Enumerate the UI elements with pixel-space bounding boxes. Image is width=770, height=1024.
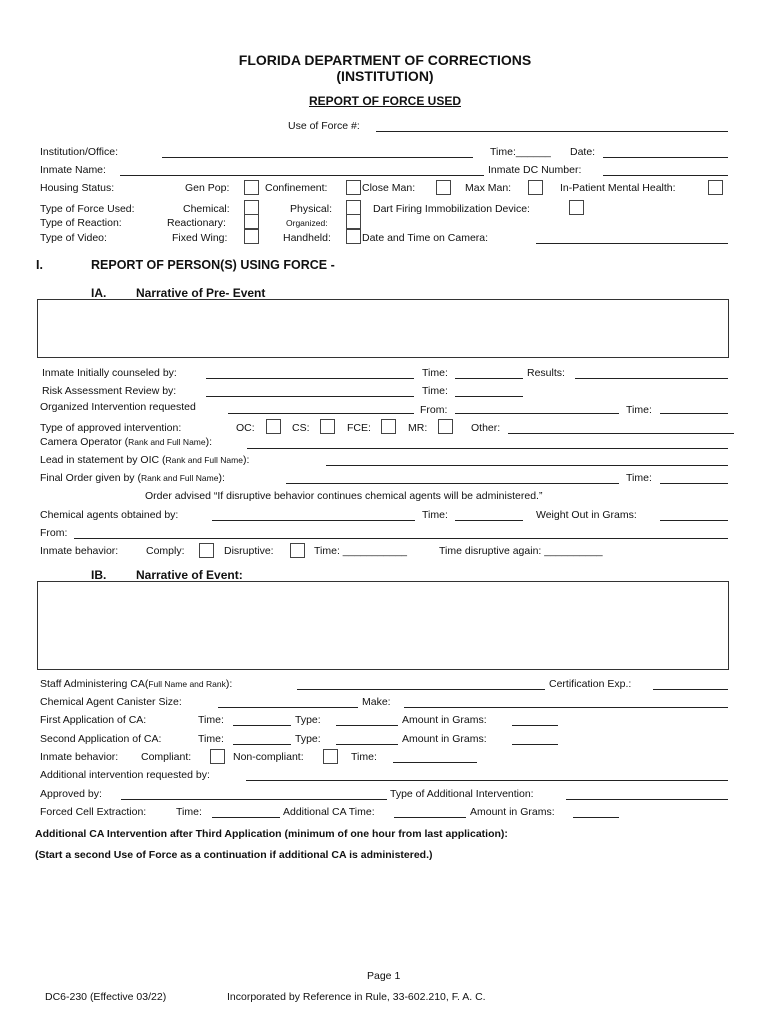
form-title: FLORIDA DEPARTMENT OF CORRECTIONS bbox=[238, 52, 532, 68]
make-field[interactable] bbox=[404, 707, 728, 708]
camera-operator-label: Camera Operator (Rank and Full Name): bbox=[40, 436, 213, 448]
from2-label: From: bbox=[40, 527, 68, 539]
inmate-dc-label: Inmate DC Number: bbox=[488, 164, 582, 176]
physical-label: Physical: bbox=[290, 203, 333, 215]
non-compliant-checkbox[interactable] bbox=[323, 749, 338, 764]
first-app-amount-field[interactable] bbox=[512, 725, 558, 726]
organized-time-field[interactable] bbox=[660, 413, 728, 414]
additional-intervention-label: Additional intervention requested by: bbox=[40, 769, 210, 781]
section-ib-title: Narrative of Event: bbox=[136, 568, 243, 582]
date-time-camera-label: Date and Time on Camera: bbox=[362, 232, 489, 244]
first-app-type-field[interactable] bbox=[336, 725, 398, 726]
chem-obtained-time-field[interactable] bbox=[455, 520, 523, 521]
institution-field[interactable] bbox=[162, 157, 473, 158]
second-app-type-field[interactable] bbox=[336, 744, 398, 745]
weight-out-field[interactable] bbox=[660, 520, 728, 521]
staff-ca-field[interactable] bbox=[297, 689, 545, 690]
max-man-label: Max Man: bbox=[465, 182, 512, 194]
additional-intervention-field[interactable] bbox=[246, 780, 728, 781]
form-number: DC6-230 (Effective 03/22) bbox=[45, 991, 167, 1003]
type-additional-label: Type of Additional Intervention: bbox=[390, 788, 534, 800]
cs-checkbox[interactable] bbox=[320, 419, 335, 434]
chemical-label: Chemical: bbox=[183, 203, 230, 215]
gen-pop-label: Gen Pop: bbox=[185, 182, 230, 194]
risk-time-field[interactable] bbox=[455, 396, 523, 397]
time-label: Time:______ bbox=[490, 146, 551, 158]
handheld-checkbox[interactable] bbox=[346, 229, 361, 244]
mr-checkbox[interactable] bbox=[438, 419, 453, 434]
second-app-amount-field[interactable] bbox=[512, 744, 558, 745]
comply-checkbox[interactable] bbox=[199, 543, 214, 558]
fixed-wing-checkbox[interactable] bbox=[244, 229, 259, 244]
type-reaction-label: Type of Reaction: bbox=[40, 217, 122, 229]
use-of-force-label: Use of Force #: bbox=[288, 120, 360, 132]
final-order-label: Final Order given by (Rank and Full Name): bbox=[40, 472, 225, 484]
first-app-label: First Application of CA: bbox=[40, 714, 147, 726]
first-app-amount-label: Amount in Grams: bbox=[402, 714, 487, 726]
comply-label: Comply: bbox=[146, 545, 185, 557]
inmate-behavior-label: Inmate behavior: bbox=[40, 545, 119, 557]
risk-time-label: Time: bbox=[422, 385, 448, 397]
compliant-checkbox[interactable] bbox=[210, 749, 225, 764]
type-approved-label: Type of approved intervention: bbox=[40, 422, 182, 434]
chem-obtained-field[interactable] bbox=[212, 520, 415, 521]
event-behavior-label: Inmate behavior: bbox=[40, 751, 119, 763]
dart-label: Dart Firing Immobilization Device: bbox=[373, 203, 530, 215]
report-title: REPORT OF FORCE USED bbox=[308, 94, 461, 108]
fixed-wing-label: Fixed Wing: bbox=[172, 232, 228, 244]
counseled-label: Inmate Initially counseled by: bbox=[42, 367, 177, 379]
in-patient-checkbox[interactable] bbox=[708, 180, 723, 195]
section-ia-number: IA. bbox=[91, 286, 107, 300]
organized-checkbox[interactable] bbox=[346, 214, 361, 229]
close-man-label: Close Man: bbox=[362, 182, 416, 194]
approved-label: Approved by: bbox=[40, 788, 102, 800]
max-man-checkbox[interactable] bbox=[528, 180, 543, 195]
chemical-checkbox[interactable] bbox=[244, 200, 259, 215]
type-additional-field[interactable] bbox=[566, 799, 728, 800]
amount2-label: Amount in Grams: bbox=[470, 806, 555, 818]
event-narrative-box[interactable] bbox=[37, 581, 729, 670]
behavior-time-label: Time: ___________ bbox=[314, 545, 408, 557]
additional-ca-time-field[interactable] bbox=[394, 817, 466, 818]
risk-field[interactable] bbox=[206, 396, 414, 397]
second-app-type-label: Type: bbox=[295, 733, 321, 745]
date-field[interactable] bbox=[603, 157, 728, 158]
use-of-force-field[interactable] bbox=[376, 131, 728, 132]
date-label: Date: bbox=[570, 146, 596, 158]
pre-event-narrative-box[interactable] bbox=[37, 299, 729, 358]
confinement-label: Confinement: bbox=[265, 182, 328, 194]
counseled-time-field[interactable] bbox=[455, 378, 523, 379]
camera-operator-field[interactable] bbox=[247, 448, 728, 449]
non-compliant-label: Non-compliant: bbox=[233, 751, 304, 763]
second-app-amount-label: Amount in Grams: bbox=[402, 733, 487, 745]
in-patient-label: In-Patient Mental Health: bbox=[560, 182, 676, 194]
inmate-dc-field[interactable] bbox=[603, 175, 728, 176]
event-behavior-time-label: Time: bbox=[351, 751, 377, 763]
organized-time-label: Time: bbox=[626, 404, 652, 416]
other-field[interactable] bbox=[508, 433, 734, 434]
time-disruptive-label: Time disruptive again: __________ bbox=[439, 545, 603, 557]
disruptive-label: Disruptive: bbox=[224, 545, 274, 557]
second-app-time-field[interactable] bbox=[233, 744, 291, 745]
inmate-name-label: Inmate Name: bbox=[40, 164, 106, 176]
additional-ca-time-label: Additional CA Time: bbox=[283, 806, 375, 818]
cs-label: CS: bbox=[292, 422, 310, 434]
handheld-label: Handheld: bbox=[283, 232, 331, 244]
first-app-type-label: Type: bbox=[295, 714, 321, 726]
housing-status-label: Housing Status: bbox=[40, 182, 115, 194]
inmate-name-field[interactable] bbox=[120, 175, 484, 176]
type-video-label: Type of Video: bbox=[40, 232, 107, 244]
make-label: Make: bbox=[362, 696, 391, 708]
other-label: Other: bbox=[471, 422, 501, 434]
section-ib-number: IB. bbox=[91, 568, 107, 582]
final-order-time-label: Time: bbox=[626, 472, 652, 484]
canister-field[interactable] bbox=[218, 707, 358, 708]
reactionary-label: Reactionary: bbox=[167, 217, 226, 229]
physical-checkbox[interactable] bbox=[346, 200, 361, 215]
first-app-time-field[interactable] bbox=[233, 725, 291, 726]
from-field[interactable] bbox=[455, 413, 619, 414]
first-app-time-label: Time: bbox=[198, 714, 224, 726]
risk-label: Risk Assessment Review by: bbox=[42, 385, 177, 397]
final-order-field[interactable] bbox=[286, 483, 619, 484]
fce-checkbox[interactable] bbox=[381, 419, 396, 434]
results-label: Results: bbox=[527, 367, 565, 379]
close-man-checkbox[interactable] bbox=[436, 180, 451, 195]
second-app-label: Second Application of CA: bbox=[40, 733, 162, 745]
incorporated-reference: Incorporated by Reference in Rule, 33-602.210, F. A. C. bbox=[227, 991, 486, 1003]
section-1-number: I. bbox=[36, 258, 43, 272]
forced-time-label: Time: bbox=[176, 806, 202, 818]
compliant-label: Compliant: bbox=[141, 751, 192, 763]
final-order-time-field[interactable] bbox=[660, 483, 728, 484]
date-time-camera-field[interactable] bbox=[536, 243, 728, 244]
organized-intervention-label: Organized Intervention requested bbox=[40, 401, 196, 413]
organized-intervention-field[interactable] bbox=[228, 413, 414, 414]
weight-out-label: Weight Out in Grams: bbox=[536, 509, 637, 521]
counseled-field[interactable] bbox=[206, 378, 414, 379]
page-number: Page 1 bbox=[367, 970, 401, 982]
section-1-title: REPORT OF PERSON(S) USING FORCE - bbox=[91, 258, 335, 272]
additional-ca-note: Additional CA Intervention after Third Application (minimum of one hour from last application): bbox=[35, 828, 508, 840]
continuation-note: (Start a second Use of Force as a continuation if additional CA is administered.) bbox=[35, 849, 433, 861]
disruptive-checkbox[interactable] bbox=[290, 543, 305, 558]
second-app-time-label: Time: bbox=[198, 733, 224, 745]
cert-exp-field[interactable] bbox=[653, 689, 728, 690]
reactionary-checkbox[interactable] bbox=[244, 214, 259, 229]
forced-time-field[interactable] bbox=[212, 817, 280, 818]
forced-extraction-label: Forced Cell Extraction: bbox=[40, 806, 147, 818]
form-subtitle: (INSTITUTION) bbox=[336, 68, 434, 84]
organized-label: Organized: bbox=[286, 218, 328, 228]
amount2-field[interactable] bbox=[573, 817, 619, 818]
oc-label: OC: bbox=[236, 422, 255, 434]
from2-field[interactable] bbox=[74, 538, 728, 539]
oc-checkbox[interactable] bbox=[266, 419, 281, 434]
mr-label: MR: bbox=[408, 422, 428, 434]
cert-exp-label: Certification Exp.: bbox=[549, 678, 632, 690]
canister-label: Chemical Agent Canister Size: bbox=[40, 696, 182, 708]
dart-checkbox[interactable] bbox=[569, 200, 584, 215]
institution-label: Institution/Office: bbox=[40, 146, 119, 158]
approved-field[interactable] bbox=[121, 799, 387, 800]
counseled-time-label: Time: bbox=[422, 367, 448, 379]
event-behavior-time-field[interactable] bbox=[393, 762, 477, 763]
gen-pop-checkbox[interactable] bbox=[244, 180, 259, 195]
from-label: From: bbox=[420, 404, 448, 416]
section-ia-title: Narrative of Pre- Event bbox=[136, 286, 266, 300]
order-advised-text: Order advised “If disruptive behavior continues chemical agents will be administered.” bbox=[145, 490, 543, 502]
type-force-label: Type of Force Used: bbox=[40, 203, 135, 215]
results-field[interactable] bbox=[575, 378, 728, 379]
fce-label: FCE: bbox=[347, 422, 371, 434]
chem-obtained-label: Chemical agents obtained by: bbox=[40, 509, 179, 521]
chem-obtained-time-label: Time: bbox=[422, 509, 448, 521]
lead-statement-label: Lead in statement by OIC (Rank and Full Name): bbox=[40, 454, 250, 466]
staff-ca-label: Staff Administering CA(Full Name and Rank): bbox=[40, 678, 233, 690]
lead-statement-field[interactable] bbox=[326, 465, 728, 466]
confinement-checkbox[interactable] bbox=[346, 180, 361, 195]
